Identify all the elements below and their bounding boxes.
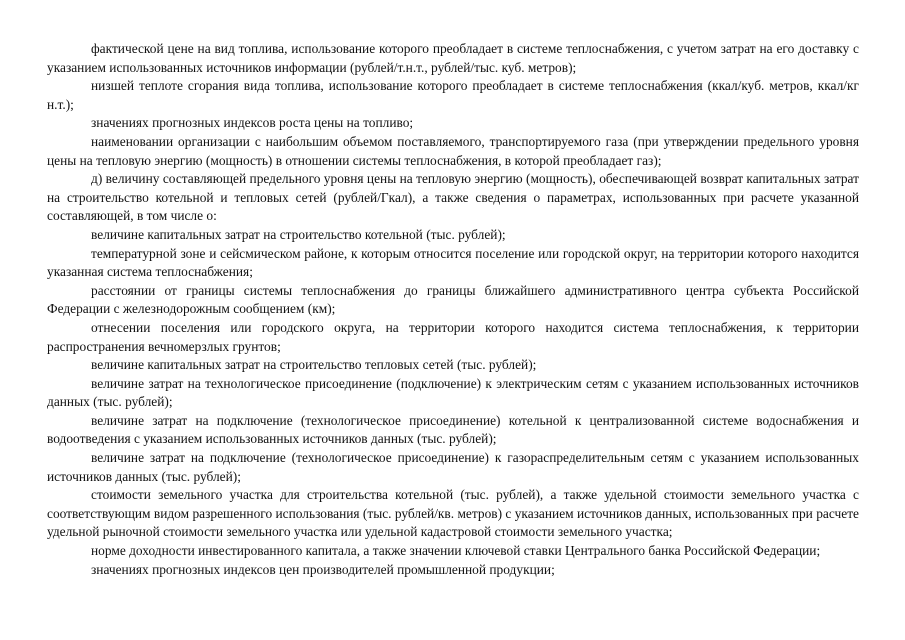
document-page — [47, 40, 859, 579]
paragraph-calorific-value: низшей теплоте сгорания вида топлива, использование которого преобладает в системе теплоснабжения (ккал/куб. метров, ккал/кг н.т.); — [47, 78, 859, 112]
paragraph-item-d-capital-return: д) величину составляющей предельного уровня цены на тепловую энергию (мощность), обеспечивающей возврат капитальных затрат на строительство котельной и тепловых сетей (рублей/Гкал), а также сведения о параметрах, использованных при расчете указанной составляющей, в том числе о: — [47, 171, 859, 224]
paragraph-permafrost: отнесении поселения или городского округа, на территории которого находится система теплоснабжения, к территории распространения вечномерзлых грунтов; — [47, 319, 859, 354]
paragraph-fuel-price: фактической цене на вид топлива, использование которого преобладает в системе теплоснабжения, с учетом затрат на его доставку с указанием использованных источников информации (рублей/т.н.т., рублей/тыс. куб. метров); — [47, 41, 859, 75]
paragraph-fuel-price-indices: значениях прогнозных индексов роста цены на топливо; — [91, 115, 414, 131]
paragraph-land-cost: стоимости земельного участка для строительства котельной (тыс. рублей), а также удельной стоимости земельного участка с соответствующим видом разрешенного использования (тыс. рублей/кв. метров) с указанием источников данных, использованных при расчете удельной рыночной стоимости земельного участка или удельной кадастровой стоимости земельного участка; — [47, 487, 859, 540]
paragraph-distance-to-center: расстоянии от границы системы теплоснабжения до границы ближайшего административного центра субъекта Российской Федерации с железнодорожным сообщением (км); — [47, 282, 859, 317]
paragraph-boiler-capital-costs: величине капитальных затрат на строительство котельной (тыс. рублей); — [91, 226, 506, 242]
paragraph-producer-price-indices: значениях прогнозных индексов цен производителей промышленной продукции; — [91, 561, 555, 577]
paragraph-water-connection: величине затрат на подключение (технологическое присоединение) котельной к централизованной системе водоснабжения и водоотведения с указанием использованных источников данных (тыс. рублей); — [47, 412, 859, 447]
paragraph-temperature-seismic-zone: температурной зоне и сейсмическом районе, к которым относится поселение или городской округ, на территории которого находится указанная система теплоснабжения; — [47, 245, 859, 280]
paragraph-gas-connection: величине затрат на подключение (технологическое присоединение) к газораспределительным сетям с указанием использованных источников данных (тыс. рублей); — [47, 450, 859, 484]
paragraph-heat-network-costs: величине капитальных затрат на строительство тепловых сетей (тыс. рублей); — [91, 357, 537, 373]
paragraph-electric-connection: величине затрат на технологическое присоединение (подключение) к электрическим сетям с указанием использованных источников данных (тыс. рублей); — [47, 375, 859, 410]
paragraph-gas-organization: наименовании организации с наибольшим объемом поставляемого, транспортируемого газа (при утверждении предельного уровня цены на тепловую энергию (мощность) в отношении системы теплоснабжения, в которой преобладает газ); — [47, 133, 859, 168]
paragraph-return-rate: норме доходности инвестированного капитала, а также значении ключевой ставки Центрального банка Российской Федерации; — [91, 543, 821, 559]
